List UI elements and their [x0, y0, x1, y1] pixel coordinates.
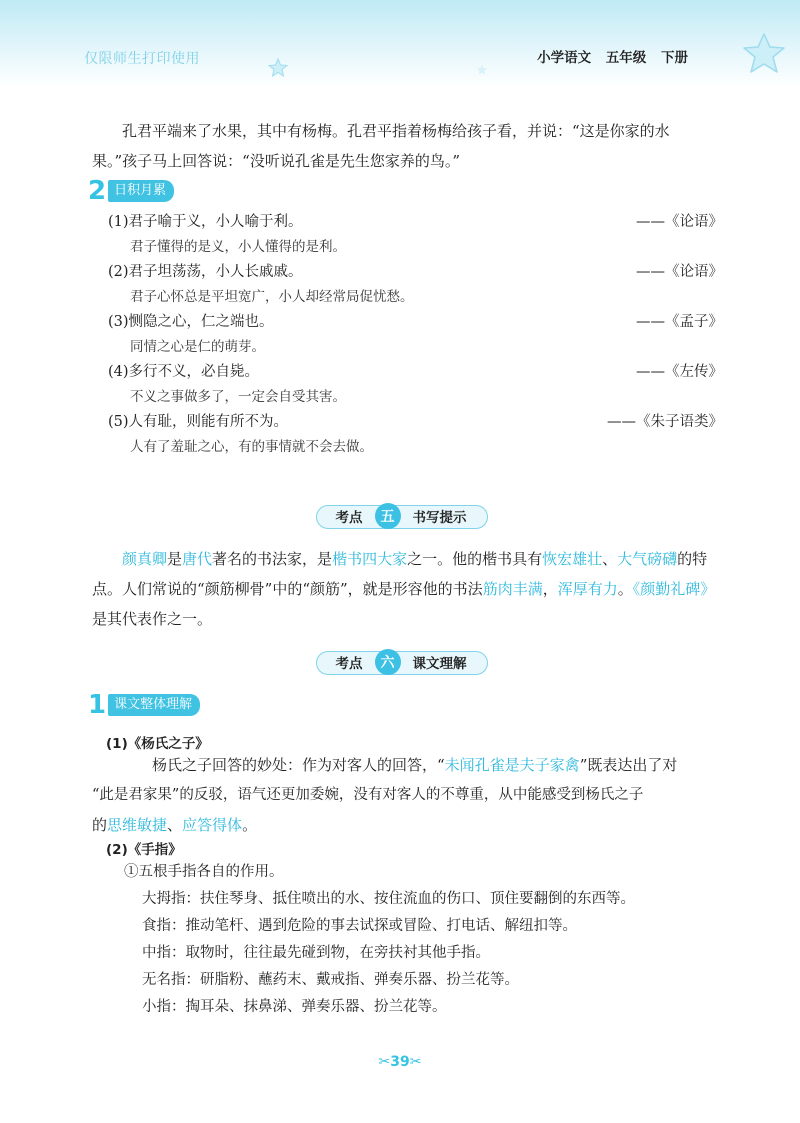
- finger-item: 无名指：研脂粉、蘸药末、戴戒指、弹奏乐器、扮兰花等。: [142, 972, 519, 988]
- quote-text: (1)君子喻于义，小人喻于利。: [108, 214, 303, 230]
- text: 点。人们常说的“颜筋柳骨”中的“颜筋”，就是形容他的书法: [92, 580, 483, 598]
- section-number: 1: [88, 690, 107, 720]
- header-volume: 下册: [661, 50, 688, 66]
- quote-translation: 同情之心是仁的萌芽。: [130, 339, 265, 355]
- page-number-text: 39: [390, 1054, 410, 1070]
- page-number: [376, 1054, 424, 1070]
- page-deco-icon: ✂: [409, 1054, 422, 1070]
- kaodian-label: 考点: [335, 510, 363, 526]
- quote-translation: 君子懂得的是义，小人懂得的是利。: [130, 239, 346, 255]
- quote-source: ——《论语》: [636, 214, 723, 230]
- subsection-yangshi-heading: (1)《杨氏之子》: [106, 736, 209, 752]
- quote-text: (3)恻隐之心，仁之端也。: [108, 314, 274, 330]
- kaodian-number: 五: [375, 503, 401, 529]
- quote-source: ——《朱子语类》: [607, 414, 723, 430]
- header-subject: 小学语文: [537, 50, 592, 66]
- highlight-term: 颜真卿: [122, 550, 168, 568]
- quote-text: (4)多行不义，必自毙。: [108, 364, 260, 380]
- section-label: 课文整体理解: [108, 694, 200, 716]
- quote-item: [108, 260, 723, 310]
- text: 、: [602, 550, 618, 568]
- watermark: 仅限师生打印使用: [84, 51, 200, 67]
- quote-translation: 人有了羞耻之心，有的事情就不会去做。: [130, 439, 373, 455]
- star-icon: [268, 58, 288, 78]
- subsection-shouzhi-heading: (2)《手指》: [106, 842, 182, 858]
- quote-item: [108, 210, 723, 260]
- text: 杨氏之子回答的妙处：作为对客人的回答，“: [152, 756, 445, 774]
- star-icon: [740, 30, 788, 78]
- quote-text: (5)人有耻，则能有所不为。: [108, 414, 289, 430]
- writing-tips-line: 是其代表作之一。: [92, 610, 213, 628]
- quote-item: [108, 360, 723, 410]
- yangshi-line: [92, 810, 722, 840]
- quote-item: [108, 410, 723, 460]
- intro-paragraph: [92, 116, 722, 176]
- highlight-term: 唐代: [182, 550, 213, 568]
- kaodian-number: 六: [375, 649, 401, 675]
- text: ，: [542, 580, 558, 598]
- section-number: 2: [88, 176, 107, 206]
- writing-tips-line: [92, 574, 722, 604]
- yangshi-line: [92, 750, 722, 780]
- quote-source: ——《左传》: [636, 364, 723, 380]
- text: 的: [92, 816, 108, 834]
- kaodian-label: 考点: [335, 656, 363, 672]
- kaodian-6-heading: [316, 649, 486, 675]
- header-info: [537, 46, 688, 66]
- highlight-term: 筋肉丰满: [482, 580, 543, 598]
- finger-item: 小指：掏耳朵、抹鼻涕、弹奏乐器、扮兰花等。: [142, 999, 447, 1015]
- highlight-term: 未闻孔雀是夫子家禽: [444, 756, 580, 774]
- kaodian-title: 课文理解: [412, 656, 467, 672]
- yangshi-paragraph: [92, 750, 722, 840]
- section-accumulate-heading: [88, 176, 174, 206]
- text: 是: [167, 550, 183, 568]
- header-band: [0, 0, 800, 88]
- section-understand-heading: [88, 690, 200, 720]
- finger-item: 中指：取物时，往往最先碰到物，在旁扶衬其他手指。: [142, 945, 490, 961]
- quote-source: ——《论语》: [636, 264, 723, 280]
- quote-item: [108, 310, 723, 360]
- text: 。: [242, 816, 258, 834]
- text: 之一。他的楷书具有: [407, 550, 543, 568]
- highlight-term: 恢宏雄壮: [542, 550, 603, 568]
- shouzhi-intro: ①五根手指各自的作用。: [124, 864, 284, 880]
- highlight-term: 浑厚有力: [557, 580, 618, 598]
- finger-item: 大拇指：扶住琴身、抵住喷出的水、按住流血的伤口、顶住要翻倒的东西等。: [142, 891, 635, 907]
- kaodian-5-heading: [316, 503, 486, 529]
- finger-item: 食指：推动笔杆、遇到危险的事去试探或冒险、打电话、解纽扣等。: [142, 918, 577, 934]
- section-label: 日积月累: [108, 180, 174, 202]
- text: 、: [167, 816, 183, 834]
- highlight-term: 应答得体: [182, 816, 243, 834]
- quote-translation: 君子心怀总是平坦宽广，小人却经常局促忧愁。: [130, 289, 414, 305]
- text: 。: [617, 580, 633, 598]
- intro-line: 果。”孩子马上回答说：“没听说孔雀是先生您家养的鸟。”: [92, 152, 461, 170]
- quote-text: (2)君子坦荡荡，小人长戚戚。: [108, 264, 303, 280]
- header-grade: 五年级: [605, 50, 647, 66]
- page-deco-icon: ✂: [378, 1054, 391, 1070]
- writing-tips-paragraph: [92, 544, 722, 634]
- text: 著名的书法家，是: [212, 550, 333, 568]
- quote-source: ——《孟子》: [636, 314, 723, 330]
- writing-tips-line: [92, 544, 722, 574]
- quote-translation: 不义之事做多了，一定会自受其害。: [130, 389, 346, 405]
- highlight-term: 《颜勤礼碑》: [632, 580, 716, 598]
- star-icon: [476, 64, 488, 76]
- highlight-term: 思维敏捷: [107, 816, 168, 834]
- text: ”既表达出了对: [579, 756, 678, 774]
- intro-line: 孔君平端来了水果，其中有杨梅。孔君平指着杨梅给孩子看，并说：“这是你家的水: [122, 122, 670, 140]
- kaodian-title: 书写提示: [412, 510, 467, 526]
- text: 的特: [677, 550, 708, 568]
- highlight-term: 大气磅礴: [617, 550, 678, 568]
- highlight-term: 楷书四大家: [332, 550, 408, 568]
- quote-list: [108, 210, 723, 460]
- yangshi-line: “此是君家果”的反驳，语气还更加委婉，没有对客人的不尊重，从中能感受到杨氏之子: [92, 787, 644, 803]
